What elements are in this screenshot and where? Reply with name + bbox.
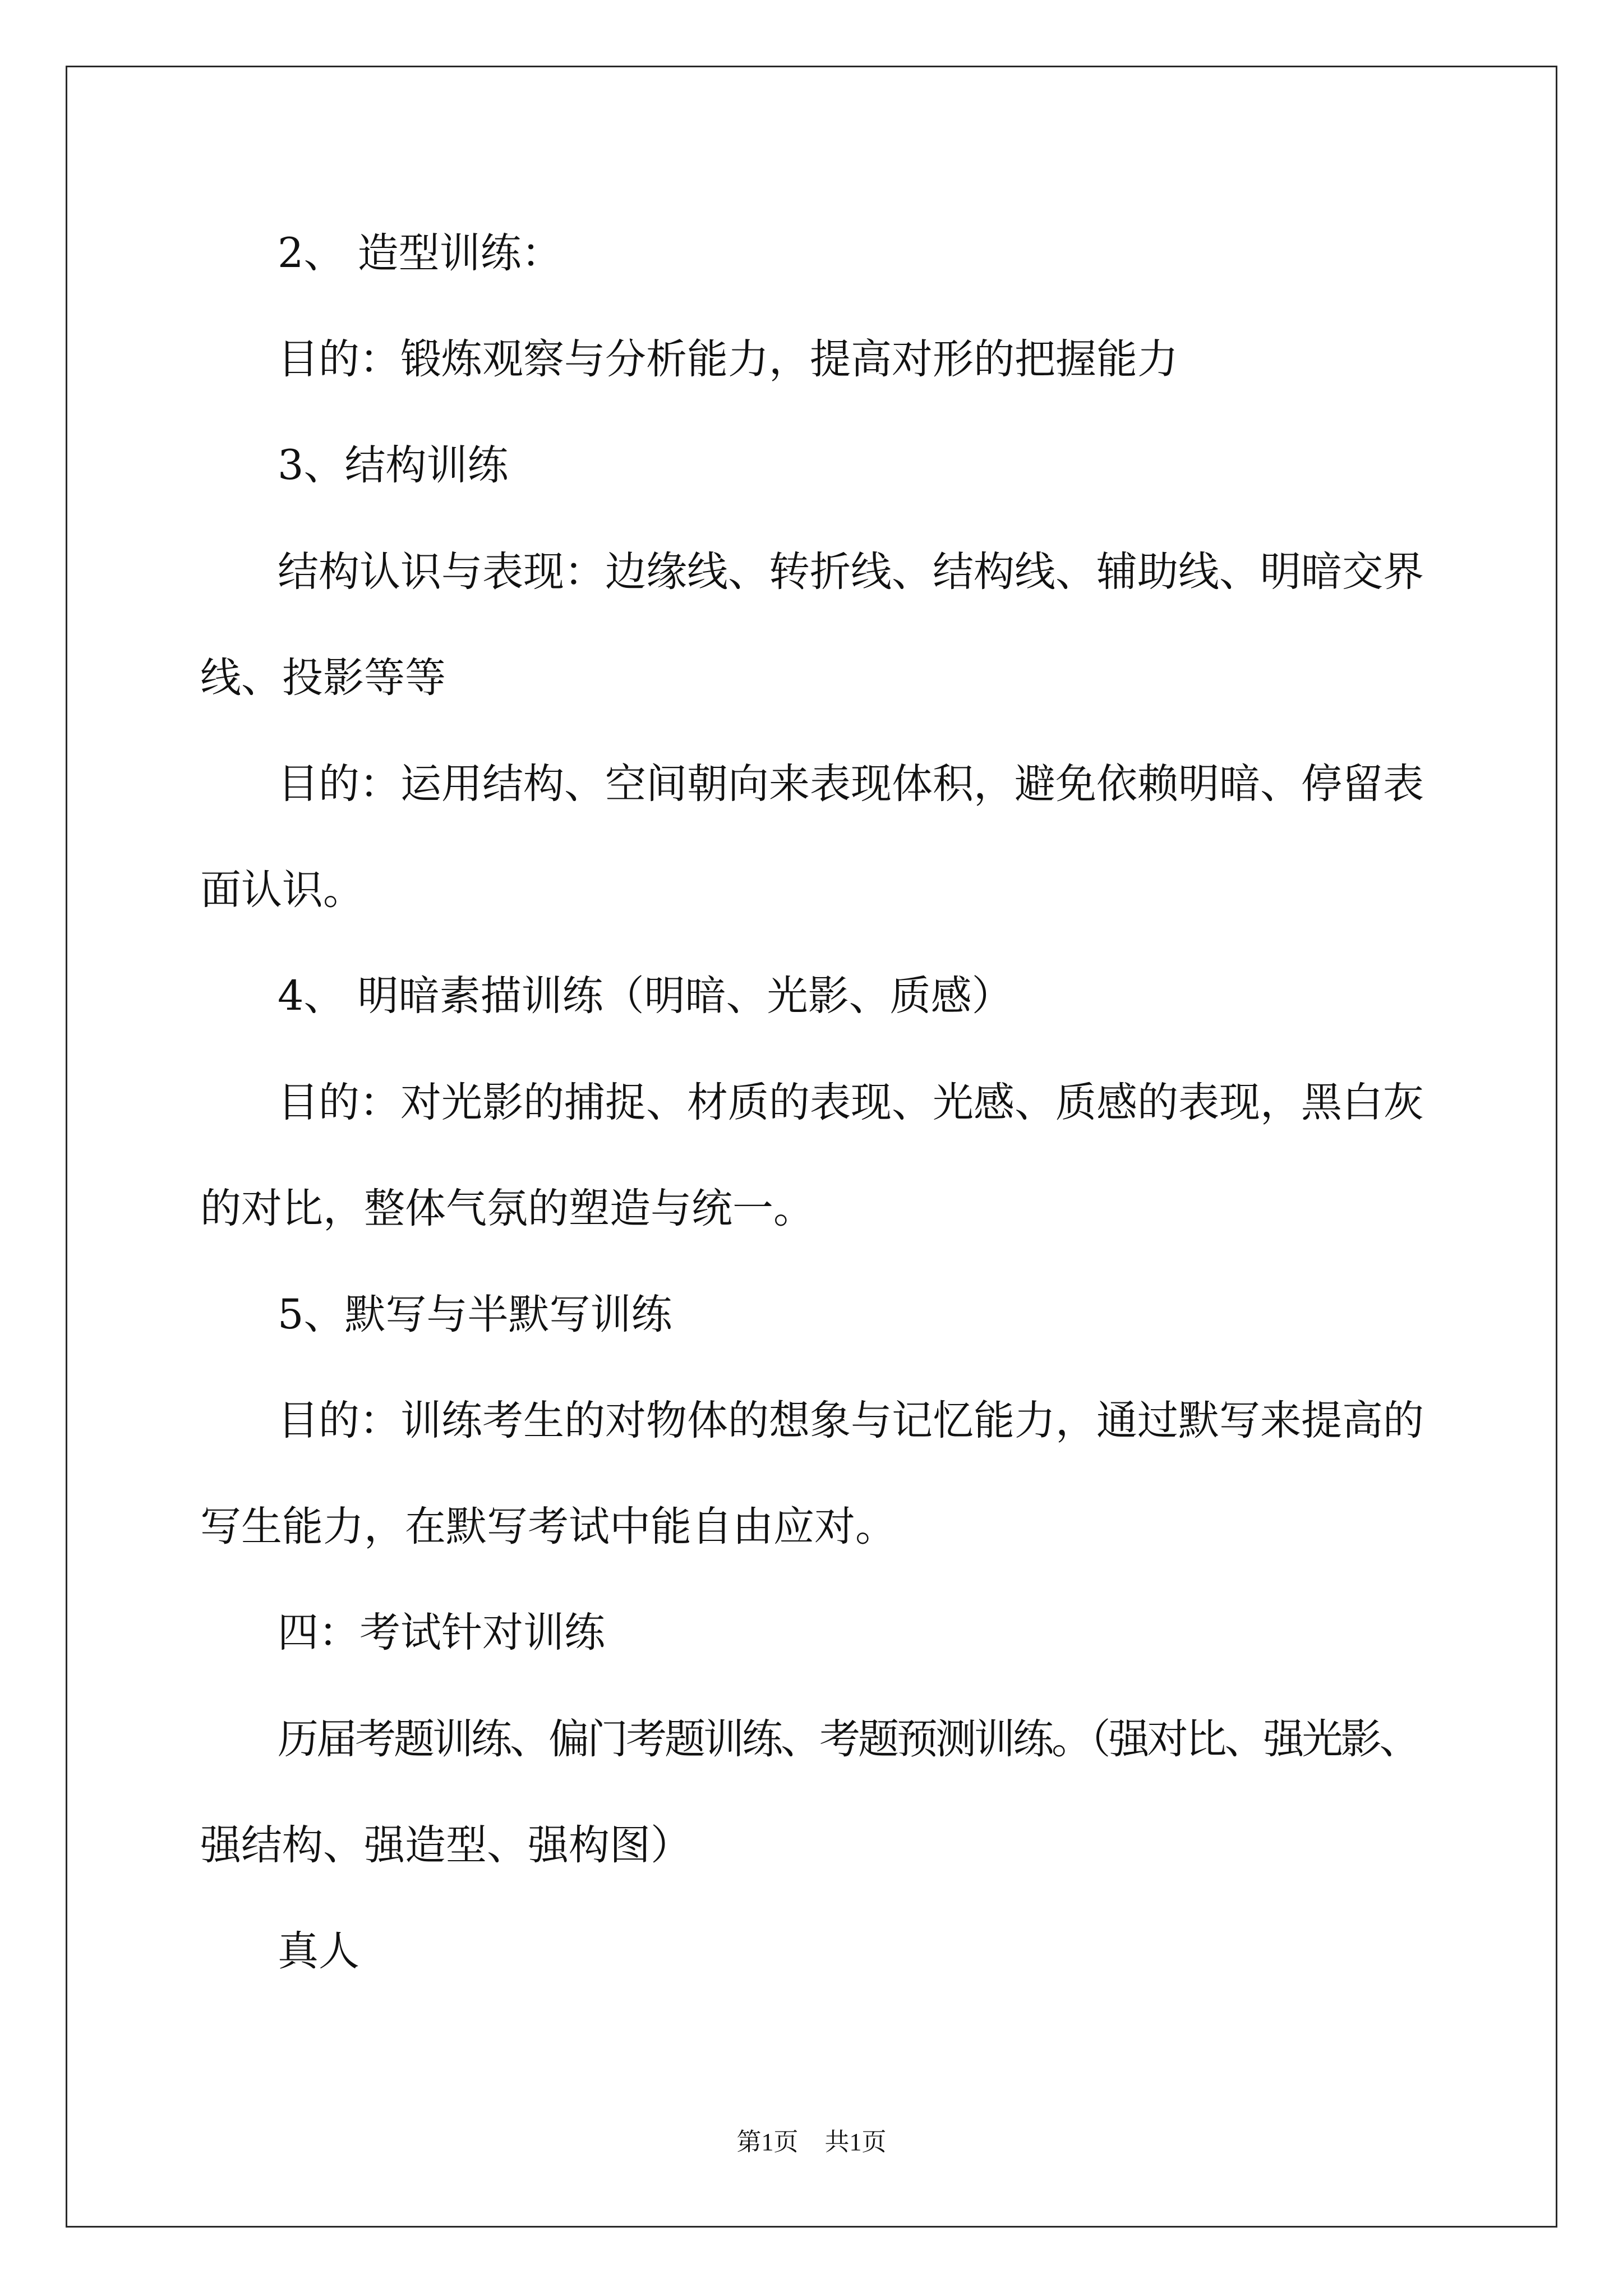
text-line: 线、投影等等 (200, 654, 446, 702)
page-number-footer: 第1页 共1页 (736, 2128, 887, 2156)
text-line: 强结构、强造型、强构图） (200, 1821, 691, 1869)
text-line: 5、默写与半默写训练 (278, 1290, 672, 1338)
paragraph-heading-4 (200, 943, 1535, 1049)
text-line: 目的：运用结构、空间朝向来表现体积，避免依赖明暗、停留表 (278, 760, 1424, 808)
paragraph (200, 1898, 1535, 2004)
text-line: 四：考试针对训练 (278, 1609, 605, 1657)
paragraph-heading-3 (200, 412, 1535, 518)
paragraph (200, 1050, 1535, 1262)
text-line: 目的：锻炼观察与分析能力，提高对形的把握能力 (278, 335, 1178, 384)
paragraph (200, 1686, 1535, 1898)
text-line: 3、结构训练 (278, 441, 509, 490)
text-line: 的对比，整体气氛的塑造与统一。 (200, 1184, 814, 1232)
text-line: 结构认识与表现：边缘线、转折线、结构线、辅助线、明暗交界 (278, 547, 1424, 596)
paragraph (200, 731, 1535, 943)
text-line: 2、 造型训练： (278, 229, 562, 277)
paragraph-heading-4-section (200, 1580, 1535, 1686)
text-line: 面认识。 (200, 866, 364, 914)
text-line: 目的：训练考生的对物体的想象与记忆能力，通过默写来提高的 (278, 1397, 1424, 1445)
paragraph (200, 519, 1535, 731)
text-line: 历届考题训练、偏门考题训练、考题预测训练。（强对比、强光影、 (278, 1715, 1418, 1763)
text-line: 写生能力，在默写考试中能自由应对。 (200, 1503, 896, 1551)
text-line: 目的：对光影的捕捉、材质的表现、光感、质感的表现，黑白灰 (278, 1078, 1424, 1126)
text-line: 4、 明暗素描训练（明暗、光影、质感） (278, 972, 1013, 1020)
paragraph-heading-5 (200, 1262, 1535, 1368)
paragraph-heading-2 (200, 200, 1535, 306)
text-line: 真人 (278, 1927, 359, 1975)
paragraph (200, 1368, 1535, 1580)
document-body (200, 200, 1535, 2004)
paragraph (200, 306, 1535, 412)
